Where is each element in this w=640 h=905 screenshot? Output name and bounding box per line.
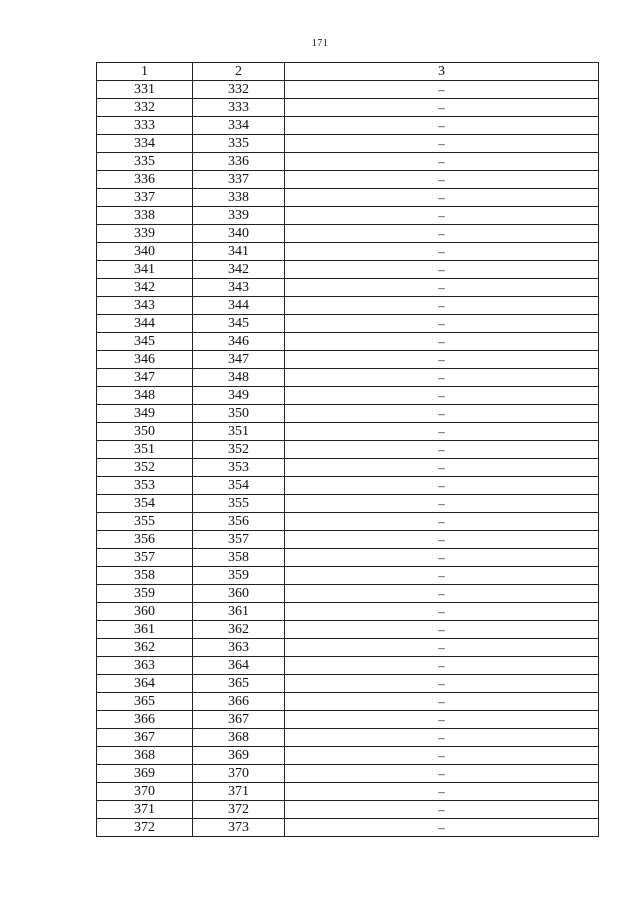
table-cell-col3: – [285,297,599,315]
table-cell-col1: 371 [97,801,193,819]
table-cell-col1: 358 [97,567,193,585]
table-cell-col1: 340 [97,243,193,261]
table-cell-col3: – [285,729,599,747]
table-cell-col1: 336 [97,171,193,189]
table-cell-col2: 332 [193,81,285,99]
table-cell-col3: – [285,747,599,765]
table-cell-col1: 338 [97,207,193,225]
table-cell-col3: – [285,513,599,531]
table-cell-col1: 362 [97,639,193,657]
table-cell-col1: 369 [97,765,193,783]
table-row [97,621,599,639]
table-row [97,351,599,369]
table-row [97,675,599,693]
table-cell-col2: 344 [193,297,285,315]
table-cell-col2: 339 [193,207,285,225]
table-cell-col1: 350 [97,423,193,441]
table-row [97,693,599,711]
table-cell-col2: 358 [193,549,285,567]
table-row [97,747,599,765]
table-cell-col1: 347 [97,369,193,387]
table-cell-col3: – [285,801,599,819]
data-table [96,62,599,837]
table-cell-col2: 368 [193,729,285,747]
column-header-3: 3 [285,63,599,81]
table-cell-col2: 335 [193,135,285,153]
table-cell-col2: 337 [193,171,285,189]
table-cell-col3: – [285,207,599,225]
table-cell-col3: – [285,603,599,621]
table-cell-col3: – [285,549,599,567]
table-cell-col1: 335 [97,153,193,171]
table-cell-col1: 343 [97,297,193,315]
table-row [97,369,599,387]
table-row [97,441,599,459]
table-cell-col1: 368 [97,747,193,765]
table-cell-col1: 366 [97,711,193,729]
table-cell-col3: – [285,315,599,333]
table-cell-col1: 370 [97,783,193,801]
table-cell-col3: – [285,639,599,657]
table-row [97,801,599,819]
table-cell-col3: – [285,423,599,441]
table-cell-col3: – [285,387,599,405]
column-header-2: 2 [193,63,285,81]
table-row [97,459,599,477]
table-cell-col3: – [285,99,599,117]
table-cell-col2: 370 [193,765,285,783]
table-cell-col2: 343 [193,279,285,297]
page-number: 171 [311,38,329,49]
table-cell-col3: – [285,459,599,477]
table-cell-col2: 363 [193,639,285,657]
table-cell-col2: 356 [193,513,285,531]
table-row [97,135,599,153]
table-row [97,477,599,495]
table-cell-col3: – [285,225,599,243]
table-cell-col3: – [285,189,599,207]
table-cell-col3: – [285,405,599,423]
table-cell-col3: – [285,531,599,549]
table-cell-col2: 342 [193,261,285,279]
table-cell-col3: – [285,495,599,513]
table-cell-col2: 365 [193,675,285,693]
table-row [97,405,599,423]
table-cell-col1: 359 [97,585,193,603]
table-row [97,333,599,351]
table-cell-col3: – [285,711,599,729]
table-cell-col3: – [285,135,599,153]
table-cell-col3: – [285,261,599,279]
table-cell-col2: 373 [193,819,285,837]
table-cell-col2: 372 [193,801,285,819]
table-row [97,567,599,585]
table-cell-col2: 362 [193,621,285,639]
table-cell-col1: 352 [97,459,193,477]
table-cell-col2: 366 [193,693,285,711]
table-cell-col2: 351 [193,423,285,441]
table-row [97,387,599,405]
table-row [97,207,599,225]
table-cell-col3: – [285,171,599,189]
table-cell-col2: 345 [193,315,285,333]
table-row [97,729,599,747]
table-cell-col1: 331 [97,81,193,99]
table-cell-col1: 363 [97,657,193,675]
table-body [97,81,599,837]
table-cell-col3: – [285,621,599,639]
table-cell-col3: – [285,333,599,351]
table-cell-col2: 333 [193,99,285,117]
table-cell-col1: 354 [97,495,193,513]
table-row [97,99,599,117]
table-row [97,117,599,135]
table-cell-col2: 334 [193,117,285,135]
table-cell-col3: – [285,351,599,369]
table-cell-col2: 367 [193,711,285,729]
table-cell-col1: 333 [97,117,193,135]
table-cell-col3: – [285,369,599,387]
table-cell-col2: 359 [193,567,285,585]
table-cell-col1: 367 [97,729,193,747]
table-header-row [97,63,599,81]
table-row [97,225,599,243]
table-cell-col1: 341 [97,261,193,279]
table-cell-col3: – [285,243,599,261]
table-cell-col1: 334 [97,135,193,153]
table-cell-col3: – [285,81,599,99]
table-cell-col2: 336 [193,153,285,171]
table-row [97,261,599,279]
table-cell-col1: 351 [97,441,193,459]
table-cell-col3: – [285,441,599,459]
table-row [97,81,599,99]
table-row [97,153,599,171]
table-row [97,243,599,261]
table-cell-col3: – [285,657,599,675]
table-cell-col2: 341 [193,243,285,261]
table-cell-col3: – [285,765,599,783]
table-cell-col1: 346 [97,351,193,369]
table-cell-col1: 342 [97,279,193,297]
table-cell-col1: 360 [97,603,193,621]
table-cell-col2: 346 [193,333,285,351]
table-cell-col1: 364 [97,675,193,693]
table-cell-col3: – [285,783,599,801]
table-row [97,549,599,567]
table-cell-col1: 332 [97,99,193,117]
table-row [97,189,599,207]
table-cell-col1: 357 [97,549,193,567]
table-cell-col2: 371 [193,783,285,801]
table-cell-col2: 348 [193,369,285,387]
table-row [97,171,599,189]
table-cell-col2: 369 [193,747,285,765]
table-row [97,603,599,621]
table-cell-col2: 352 [193,441,285,459]
table-cell-col3: – [285,693,599,711]
table-cell-col2: 353 [193,459,285,477]
table-row [97,297,599,315]
table-row [97,423,599,441]
table-cell-col2: 360 [193,585,285,603]
table-row [97,783,599,801]
table-cell-col2: 350 [193,405,285,423]
table-row [97,765,599,783]
table-cell-col2: 349 [193,387,285,405]
table-cell-col1: 355 [97,513,193,531]
table-row [97,495,599,513]
table-cell-col1: 348 [97,387,193,405]
table-cell-col1: 345 [97,333,193,351]
table-cell-col3: – [285,279,599,297]
table-row [97,531,599,549]
table-cell-col3: – [285,153,599,171]
table-cell-col3: – [285,477,599,495]
table-cell-col1: 353 [97,477,193,495]
table-row [97,657,599,675]
table-row [97,819,599,837]
table-cell-col2: 357 [193,531,285,549]
table-row [97,585,599,603]
table-row [97,315,599,333]
table-cell-col1: 365 [97,693,193,711]
table-cell-col1: 339 [97,225,193,243]
table-cell-col1: 372 [97,819,193,837]
table-cell-col2: 361 [193,603,285,621]
table-row [97,639,599,657]
table-row [97,513,599,531]
table-cell-col2: 354 [193,477,285,495]
table-cell-col2: 364 [193,657,285,675]
table-cell-col1: 344 [97,315,193,333]
table-row [97,711,599,729]
table-cell-col1: 361 [97,621,193,639]
table-cell-col2: 338 [193,189,285,207]
table-cell-col1: 337 [97,189,193,207]
table-cell-col3: – [285,567,599,585]
column-header-1: 1 [97,63,193,81]
table-cell-col2: 355 [193,495,285,513]
table-cell-col3: – [285,585,599,603]
table-cell-col3: – [285,117,599,135]
table-row [97,279,599,297]
table-cell-col2: 347 [193,351,285,369]
table-cell-col3: – [285,675,599,693]
table-cell-col1: 356 [97,531,193,549]
table-cell-col1: 349 [97,405,193,423]
table-cell-col2: 340 [193,225,285,243]
table-cell-col3: – [285,819,599,837]
